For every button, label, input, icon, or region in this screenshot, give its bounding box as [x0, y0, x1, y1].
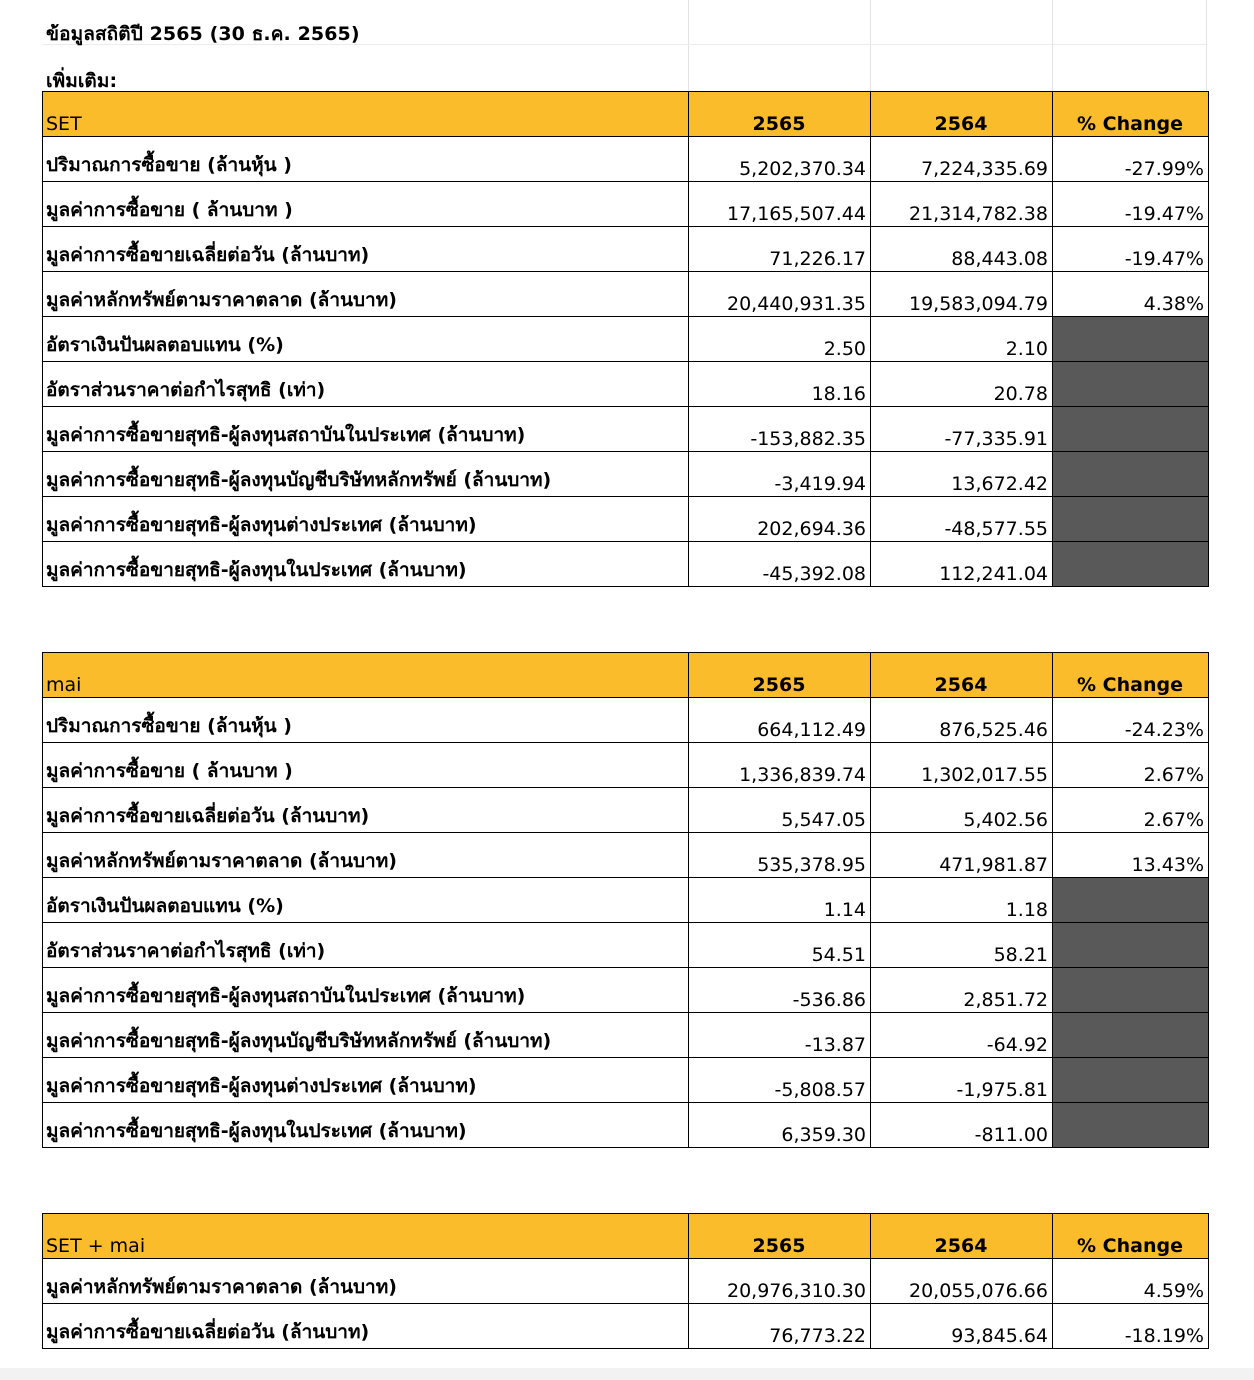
shaded-empty-cell[interactable]	[1053, 362, 1209, 407]
row-label-cell[interactable]: มูลค่าการซื้อขายสุทธิ-ผู้ลงทุนต่างประเทศ (ล้านบาท)	[43, 1058, 689, 1103]
value-2565-cell[interactable]: 54.51	[689, 923, 871, 968]
value-2565-cell[interactable]: -153,882.35	[689, 407, 871, 452]
row-label-cell[interactable]: อัตราส่วนราคาต่อกำไรสุทธิ (เท่า)	[43, 923, 689, 968]
row-label-cell[interactable]: มูลค่าการซื้อขายสุทธิ-ผู้ลงทุนสถาบันในประเทศ (ล้านบาท)	[43, 407, 689, 452]
percent-change-cell[interactable]: 4.38%	[1053, 272, 1209, 317]
value-2564-cell[interactable]: 2,851.72	[871, 968, 1053, 1013]
shaded-empty-cell[interactable]	[1053, 1013, 1209, 1058]
shaded-empty-cell[interactable]	[1053, 542, 1209, 587]
table-row	[43, 362, 1209, 407]
percent-change-cell[interactable]: -27.99%	[1053, 137, 1209, 182]
value-2565-cell[interactable]: 6,359.30	[689, 1103, 871, 1148]
set-table	[42, 91, 1209, 587]
table-row	[43, 1304, 1209, 1349]
value-2565-cell[interactable]: -13.87	[689, 1013, 871, 1058]
value-2564-cell[interactable]: 21,314,782.38	[871, 182, 1053, 227]
row-label-cell[interactable]: มูลค่าหลักทรัพย์ตามราคาตลาด (ล้านบาท)	[43, 833, 689, 878]
column-header-cell[interactable]: 2564	[871, 92, 1053, 137]
percent-change-cell[interactable]: 4.59%	[1053, 1259, 1209, 1304]
section-subtitle: เพิ่มเติม:	[46, 70, 118, 92]
shaded-empty-cell[interactable]	[1053, 923, 1209, 968]
row-label-cell[interactable]: อัตราเงินปันผลตอบแทน (%)	[43, 317, 689, 362]
table-name-cell[interactable]: SET + mai	[43, 1214, 689, 1259]
gridline	[1052, 0, 1053, 92]
value-2564-cell[interactable]: 1,302,017.55	[871, 743, 1053, 788]
shaded-empty-cell[interactable]	[1053, 1058, 1209, 1103]
value-2564-cell[interactable]: 20.78	[871, 362, 1053, 407]
value-2564-cell[interactable]: 93,845.64	[871, 1304, 1053, 1349]
value-2565-cell[interactable]: 71,226.17	[689, 227, 871, 272]
table-row	[43, 878, 1209, 923]
value-2564-cell[interactable]: 58.21	[871, 923, 1053, 968]
value-2564-cell[interactable]: 876,525.46	[871, 698, 1053, 743]
table-row	[43, 743, 1209, 788]
value-2564-cell[interactable]: -811.00	[871, 1103, 1053, 1148]
value-2565-cell[interactable]: 20,976,310.30	[689, 1259, 871, 1304]
value-2565-cell[interactable]: 76,773.22	[689, 1304, 871, 1349]
row-label-cell[interactable]: ปริมาณการซื้อขาย (ล้านหุ้น )	[43, 698, 689, 743]
table-row	[43, 968, 1209, 1013]
value-2565-cell[interactable]: -5,808.57	[689, 1058, 871, 1103]
table-row	[43, 923, 1209, 968]
table-header-row	[43, 1214, 1209, 1259]
value-2565-cell[interactable]: 5,202,370.34	[689, 137, 871, 182]
table-row	[43, 407, 1209, 452]
value-2565-cell[interactable]: -45,392.08	[689, 542, 871, 587]
value-2564-cell[interactable]: -1,975.81	[871, 1058, 1053, 1103]
gridline	[870, 0, 871, 92]
percent-change-cell[interactable]: 13.43%	[1053, 833, 1209, 878]
value-2564-cell[interactable]: 13,672.42	[871, 452, 1053, 497]
table-row	[43, 497, 1209, 542]
value-2565-cell[interactable]: 535,378.95	[689, 833, 871, 878]
value-2565-cell[interactable]: 1,336,839.74	[689, 743, 871, 788]
value-2565-cell[interactable]: 1.14	[689, 878, 871, 923]
row-label-cell[interactable]: มูลค่าการซื้อขายสุทธิ-ผู้ลงทุนบัญชีบริษัทหลักทรัพย์ (ล้านบาท)	[43, 1013, 689, 1058]
shaded-empty-cell[interactable]	[1053, 452, 1209, 497]
table-row	[43, 1013, 1209, 1058]
value-2564-cell[interactable]: -48,577.55	[871, 497, 1053, 542]
row-label-cell[interactable]: มูลค่าการซื้อขายสุทธิ-ผู้ลงทุนต่างประเทศ (ล้านบาท)	[43, 497, 689, 542]
value-2564-cell[interactable]: 2.10	[871, 317, 1053, 362]
column-header-cell[interactable]: 2565	[689, 1214, 871, 1259]
shaded-empty-cell[interactable]	[1053, 407, 1209, 452]
row-label-cell[interactable]: มูลค่าการซื้อขายสุทธิ-ผู้ลงทุนในประเทศ (ล้านบาท)	[43, 1103, 689, 1148]
table-row	[43, 452, 1209, 497]
gridline	[688, 0, 689, 92]
shaded-empty-cell[interactable]	[1053, 497, 1209, 542]
row-label-cell[interactable]: อัตราเงินปันผลตอบแทน (%)	[43, 878, 689, 923]
percent-change-cell[interactable]: 2.67%	[1053, 788, 1209, 833]
column-header-cell[interactable]: 2564	[871, 1214, 1053, 1259]
table-row	[43, 137, 1209, 182]
value-2564-cell[interactable]: 19,583,094.79	[871, 272, 1053, 317]
value-2564-cell[interactable]: -64.92	[871, 1013, 1053, 1058]
column-header-cell[interactable]: 2565	[689, 653, 871, 698]
value-2565-cell[interactable]: 18.16	[689, 362, 871, 407]
value-2565-cell[interactable]: 5,547.05	[689, 788, 871, 833]
table-row	[43, 788, 1209, 833]
row-label-cell[interactable]: มูลค่าการซื้อขาย ( ล้านบาท )	[43, 743, 689, 788]
table-row	[43, 833, 1209, 878]
row-label-cell[interactable]: มูลค่าการซื้อขายสุทธิ-ผู้ลงทุนสถาบันในประเทศ (ล้านบาท)	[43, 968, 689, 1013]
value-2564-cell[interactable]: 112,241.04	[871, 542, 1053, 587]
shaded-empty-cell[interactable]	[1053, 317, 1209, 362]
percent-change-cell[interactable]: -19.47%	[1053, 182, 1209, 227]
value-2565-cell[interactable]: -3,419.94	[689, 452, 871, 497]
table-row	[43, 1259, 1209, 1304]
row-label-cell[interactable]: มูลค่าการซื้อขายสุทธิ-ผู้ลงทุนในประเทศ (ล้านบาท)	[43, 542, 689, 587]
percent-change-cell[interactable]: -19.47%	[1053, 227, 1209, 272]
page-title: ข้อมูลสถิติปี 2565 (30 ธ.ค. 2565)	[46, 23, 360, 45]
value-2565-cell[interactable]: -536.86	[689, 968, 871, 1013]
table-row	[43, 272, 1209, 317]
percent-change-cell[interactable]: -18.19%	[1053, 1304, 1209, 1349]
row-label-cell[interactable]: มูลค่าการซื้อขายเฉลี่ยต่อวัน (ล้านบาท)	[43, 788, 689, 833]
value-2564-cell[interactable]: 88,443.08	[871, 227, 1053, 272]
shaded-empty-cell[interactable]	[1053, 968, 1209, 1013]
shaded-empty-cell[interactable]	[1053, 1103, 1209, 1148]
sheet-bottom-edge	[0, 1368, 1254, 1380]
value-2564-cell[interactable]: 1.18	[871, 878, 1053, 923]
value-2564-cell[interactable]: 5,402.56	[871, 788, 1053, 833]
table-header-row	[43, 92, 1209, 137]
value-2565-cell[interactable]: 20,440,931.35	[689, 272, 871, 317]
row-label-cell[interactable]: มูลค่าการซื้อขาย ( ล้านบาท )	[43, 182, 689, 227]
value-2565-cell[interactable]: 17,165,507.44	[689, 182, 871, 227]
table-header-row	[43, 653, 1209, 698]
percent-change-cell[interactable]: 2.67%	[1053, 743, 1209, 788]
table-row	[43, 317, 1209, 362]
shaded-empty-cell[interactable]	[1053, 878, 1209, 923]
row-label-cell[interactable]: มูลค่าการซื้อขายสุทธิ-ผู้ลงทุนบัญชีบริษัทหลักทรัพย์ (ล้านบาท)	[43, 452, 689, 497]
percent-change-cell[interactable]: -24.23%	[1053, 698, 1209, 743]
row-label-cell[interactable]: มูลค่าการซื้อขายเฉลี่ยต่อวัน (ล้านบาท)	[43, 1304, 689, 1349]
column-header-cell[interactable]: 2565	[689, 92, 871, 137]
row-label-cell[interactable]: มูลค่าหลักทรัพย์ตามราคาตลาด (ล้านบาท)	[43, 272, 689, 317]
table-row	[43, 1058, 1209, 1103]
column-header-cell[interactable]: 2564	[871, 653, 1053, 698]
value-2564-cell[interactable]: 7,224,335.69	[871, 137, 1053, 182]
row-label-cell[interactable]: มูลค่าการซื้อขายเฉลี่ยต่อวัน (ล้านบาท)	[43, 227, 689, 272]
row-label-cell[interactable]: ปริมาณการซื้อขาย (ล้านหุ้น )	[43, 137, 689, 182]
table-name-cell[interactable]: mai	[43, 653, 689, 698]
value-2564-cell[interactable]: -77,335.91	[871, 407, 1053, 452]
set-mai-table	[42, 1213, 1209, 1349]
column-header-cell[interactable]: % Change	[1053, 92, 1209, 137]
value-2565-cell[interactable]: 664,112.49	[689, 698, 871, 743]
table-row	[43, 182, 1209, 227]
row-label-cell[interactable]: อัตราส่วนราคาต่อกำไรสุทธิ (เท่า)	[43, 362, 689, 407]
value-2564-cell[interactable]: 20,055,076.66	[871, 1259, 1053, 1304]
value-2564-cell[interactable]: 471,981.87	[871, 833, 1053, 878]
value-2565-cell[interactable]: 202,694.36	[689, 497, 871, 542]
row-label-cell[interactable]: มูลค่าหลักทรัพย์ตามราคาตลาด (ล้านบาท)	[43, 1259, 689, 1304]
table-row	[43, 698, 1209, 743]
table-row	[43, 227, 1209, 272]
column-header-cell[interactable]: % Change	[1053, 653, 1209, 698]
table-name-cell[interactable]: SET	[43, 92, 689, 137]
gridline	[1206, 0, 1207, 92]
mai-table	[42, 652, 1209, 1148]
column-header-cell[interactable]: % Change	[1053, 1214, 1209, 1259]
table-row	[43, 1103, 1209, 1148]
value-2565-cell[interactable]: 2.50	[689, 317, 871, 362]
table-row	[43, 542, 1209, 587]
